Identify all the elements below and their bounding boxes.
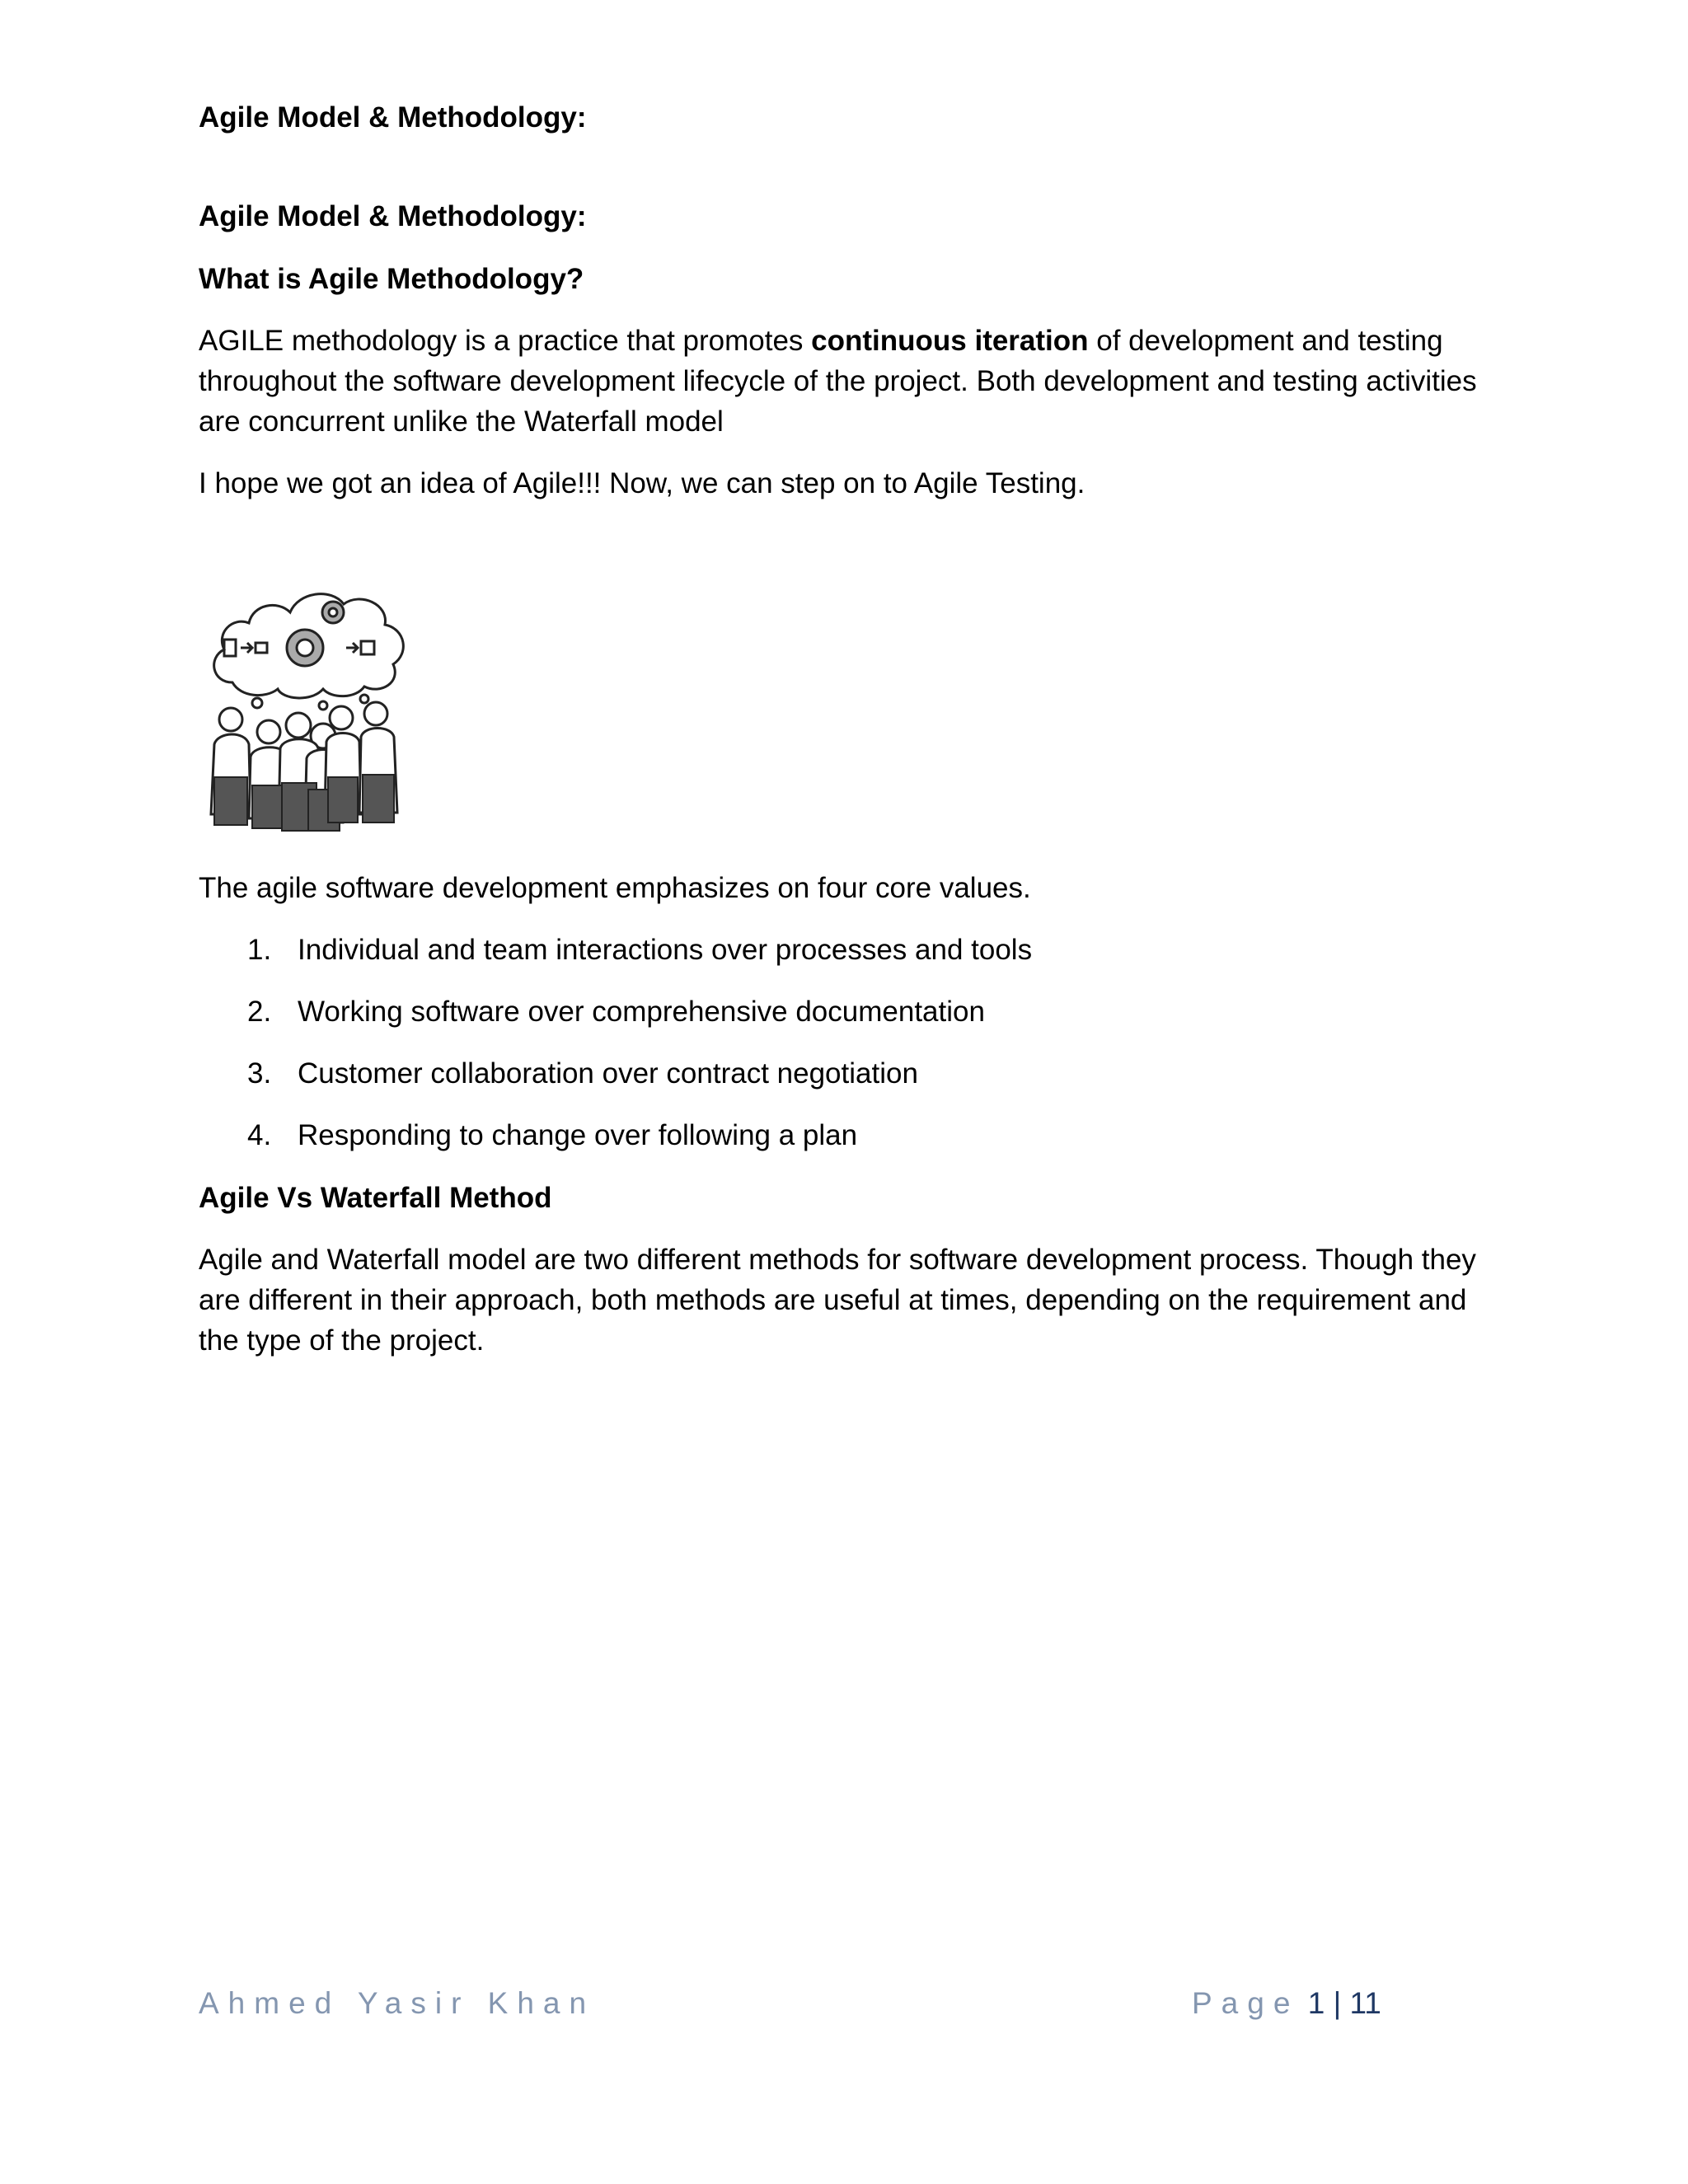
list-number: 2. [247, 996, 272, 1028]
section-heading: Agile Model & Methodology: [199, 200, 587, 232]
list-text: Working software over comprehensive documentation [298, 996, 985, 1028]
footer-author: Ahmed Yasir Khan [199, 1986, 596, 2020]
paragraph-text: AGILE methodology is a practice that promotes [199, 325, 812, 357]
paragraph-text: of development and testing throughout the software development lifecycle of the project. Both development and testing activities are concurrent unlike the Waterfall model [199, 325, 1477, 438]
list-text: Individual and team interactions over processes and tools [298, 934, 1033, 966]
agile-definition-paragraph [199, 321, 1484, 442]
emphasis-text: continuous iteration [811, 325, 1089, 357]
subsection-heading: What is Agile Methodology? [199, 263, 584, 295]
core-values-list [199, 930, 1032, 1177]
comparison-heading: Agile Vs Waterfall Method [199, 1182, 552, 1214]
list-number: 1. [247, 934, 272, 966]
list-item [199, 1053, 1032, 1094]
page-label: Page [1192, 1986, 1300, 2020]
page-separator: | [1333, 1986, 1342, 2020]
list-text: Customer collaboration over contract negotiation [298, 1057, 918, 1090]
core-values-intro: The agile software development emphasizes on four core values. [199, 872, 1031, 904]
page-total: 11 [1349, 1986, 1381, 2020]
list-item [199, 1115, 1032, 1155]
list-text: Responding to change over following a plan [298, 1119, 858, 1151]
list-item [199, 991, 1032, 1032]
team-brainstorm-illustration [199, 567, 410, 835]
list-item [199, 930, 1032, 970]
page-current: 1 [1307, 1986, 1325, 2020]
footer-page-number [1192, 1983, 1381, 2024]
list-number: 4. [247, 1119, 272, 1151]
comparison-paragraph: Agile and Waterfall model are two different methods for software development process. Though they are different in their approach, both methods are useful at times, depending on the requirement and the type of the project. [199, 1244, 1476, 1357]
list-number: 3. [247, 1057, 272, 1090]
agile-idea-paragraph: I hope we got an idea of Agile!!! Now, we can step on to Agile Testing. [199, 467, 1085, 499]
title-heading: Agile Model & Methodology: [199, 101, 587, 134]
